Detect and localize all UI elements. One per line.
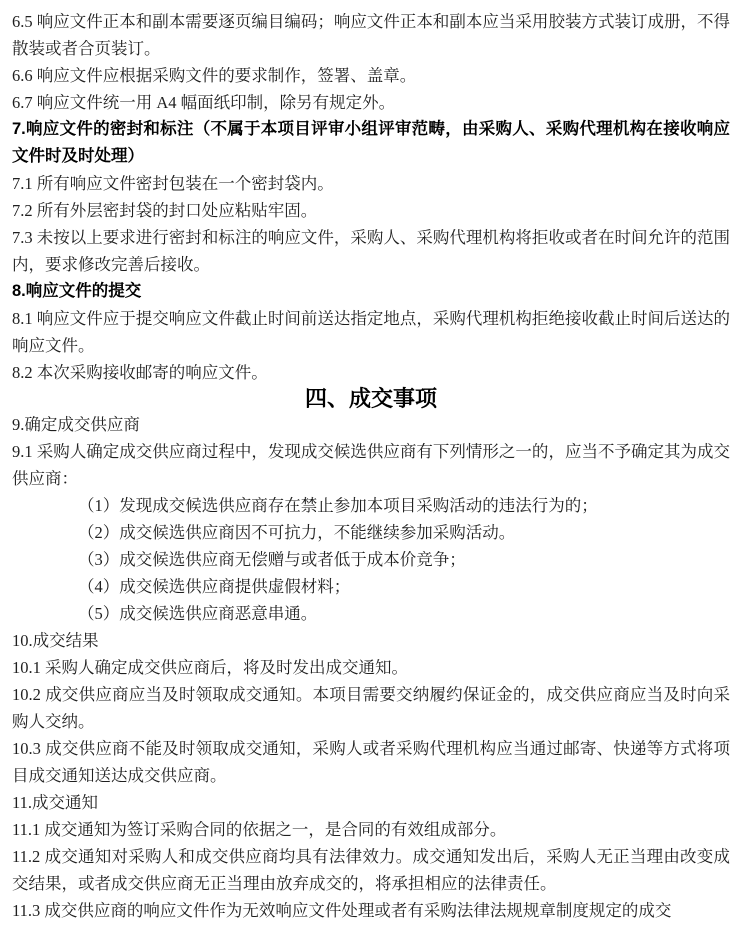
paragraph: 6.5 响应文件正本和副本需要逐页编目编码；响应文件正本和副本应当采用胶装方式装订成册，不得散装或者合页装订。 (12, 12, 730, 58)
paragraph: 11.成交通知 (12, 793, 99, 812)
paragraph: 7.2 所有外层密封袋的封口处应粘贴牢固。 (12, 201, 318, 220)
paragraph: 7.1 所有响应文件密封包装在一个密封袋内。 (12, 174, 334, 193)
numbered-list-item: （3）成交候选供应商无偿赠与或者低于成本价竞争； (78, 550, 466, 569)
paragraph: 11.3 成交供应商的响应文件作为无效响应文件处理或者有采购法律法规规章制度规定的成交 (12, 901, 672, 920)
numbered-list-item: （5）成交候选供应商恶意串通。 (78, 604, 318, 623)
paragraph: 9.确定成交供应商 (12, 415, 140, 434)
paragraph: 11.1 成交通知为签订采购合同的依据之一，是合同的有效组成部分。 (12, 820, 507, 839)
clause-heading: 7.响应文件的密封和标注（不属于本项目评审小组评审范畴，由采购人、采购代理机构在接收响应文件时及时处理） (12, 120, 730, 165)
paragraph: 10.成交结果 (12, 631, 99, 650)
paragraph: 9.1 采购人确定成交供应商过程中，发现成交候选供应商有下列情形之一的，应当不予确定其为成交供应商： (12, 442, 730, 488)
paragraph: 11.2 成交通知对采购人和成交供应商均具有法律效力。成交通知发出后，采购人无正当理由改变成交结果，或者成交供应商无正当理由放弃成交的，将承担相应的法律责任。 (12, 847, 730, 893)
paragraph: 10.3 成交供应商不能及时领取成交通知，采购人或者采购代理机构应当通过邮寄、快递等方式将项目成交通知送达成交供应商。 (12, 739, 730, 785)
paragraph: 10.1 采购人确定成交供应商后，将及时发出成交通知。 (12, 658, 408, 677)
numbered-list-item: （2）成交候选供应商因不可抗力，不能继续参加采购活动。 (78, 523, 516, 542)
chapter-heading: 四、成交事项 (304, 386, 437, 411)
document-body (12, 8, 730, 924)
paragraph: 6.7 响应文件统一用 A4 幅面纸印制，除另有规定外。 (12, 93, 396, 112)
numbered-list-item: （1）发现成交候选供应商存在禁止参加本项目采购活动的违法行为的； (78, 496, 598, 515)
paragraph: 8.1 响应文件应于提交响应文件截止时间前送达指定地点，采购代理机构拒绝接收截止时间后送达的响应文件。 (12, 309, 730, 355)
clause-heading: 8.响应文件的提交 (12, 282, 142, 300)
paragraph: 7.3 未按以上要求进行密封和标注的响应文件，采购人、采购代理机构将拒收或者在时间允许的范围内，要求修改完善后接收。 (12, 228, 730, 274)
numbered-list-item: （4）成交候选供应商提供虚假材料； (78, 577, 351, 596)
paragraph: 8.2 本次采购接收邮寄的响应文件。 (12, 363, 268, 382)
paragraph: 10.2 成交供应商应当及时领取成交通知。本项目需要交纳履约保证金的，成交供应商应当及时向采购人交纳。 (12, 685, 730, 731)
paragraph: 6.6 响应文件应根据采购文件的要求制作，签署、盖章。 (12, 66, 417, 85)
